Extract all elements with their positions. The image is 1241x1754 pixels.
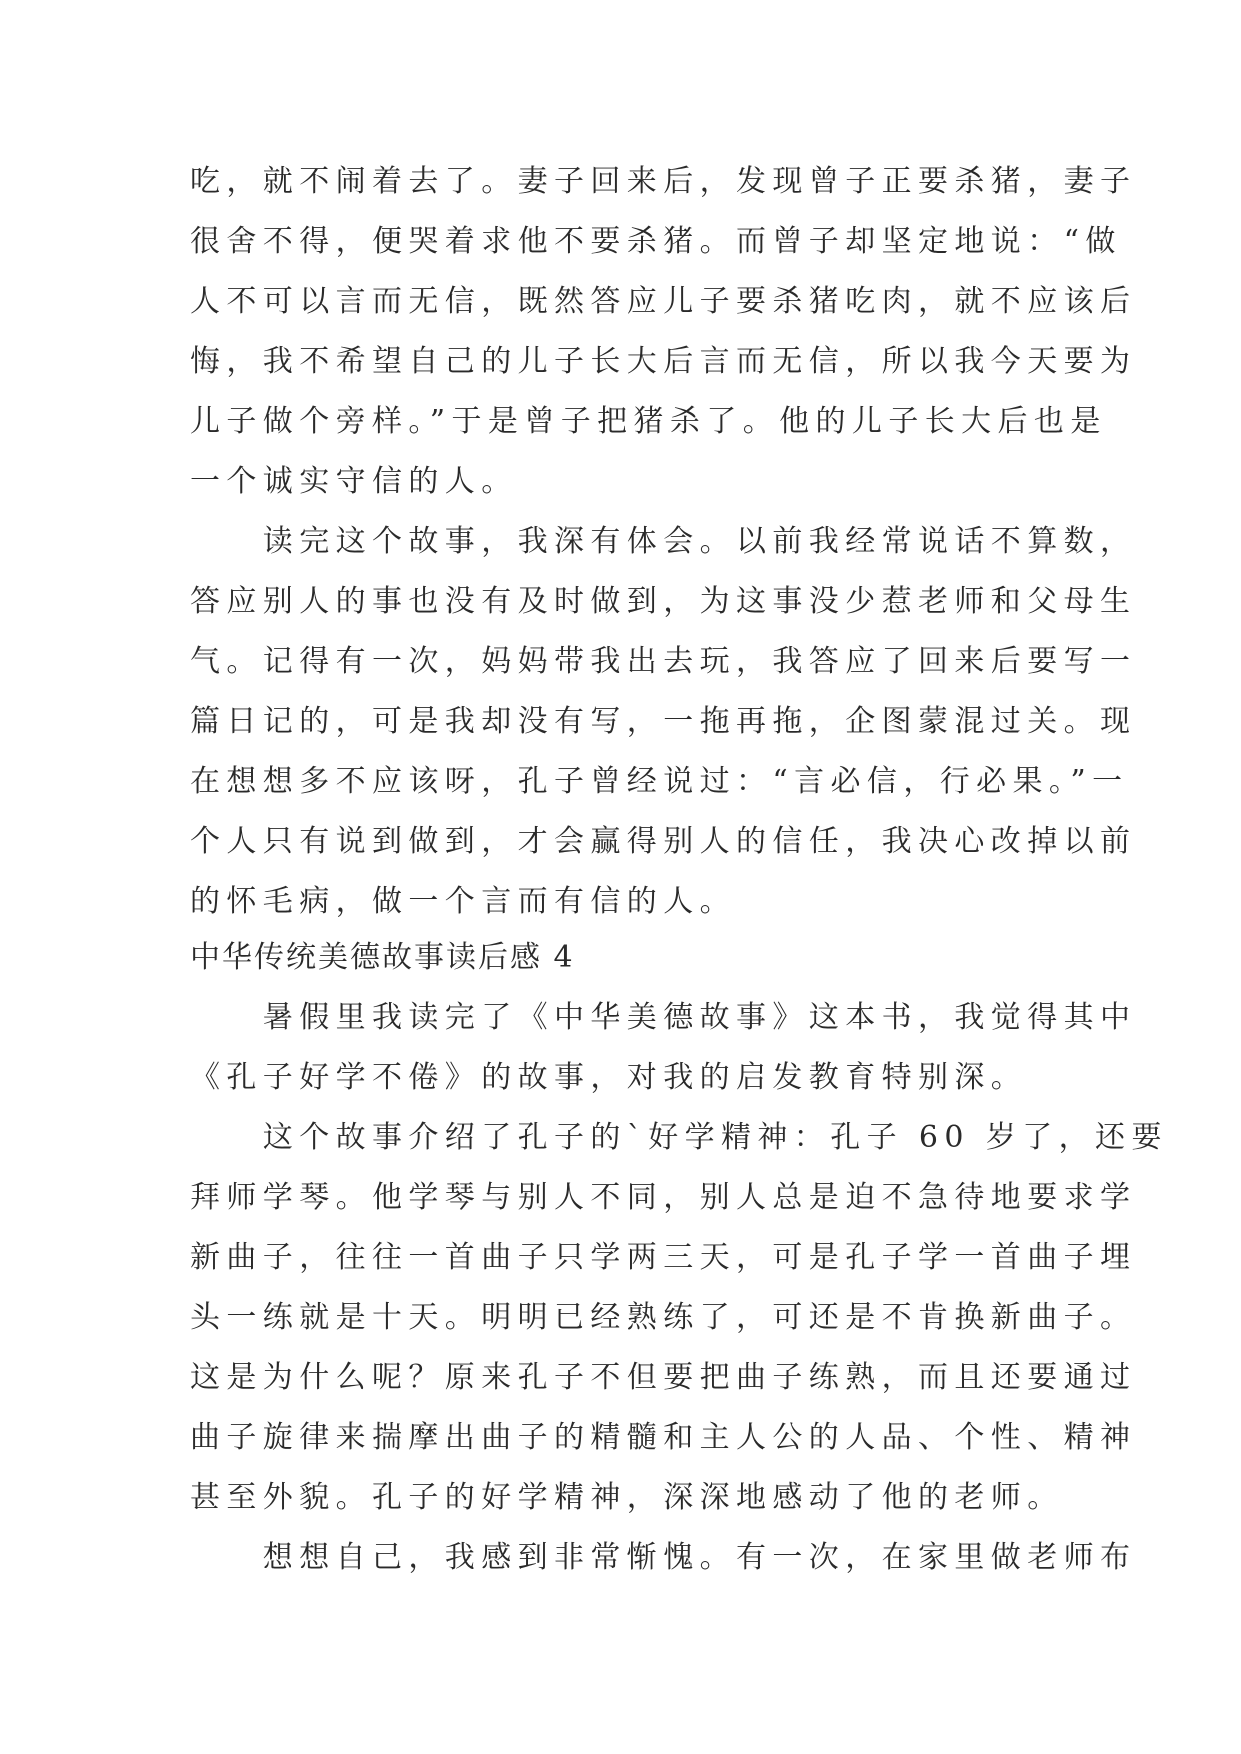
text-line: 暑假里我读完了《中华美德故事》这本书，我觉得其中 [190,1000,1137,1035]
text-line: 头一练就是十天。明明已经熟练了，可还是不肯换新曲子。 [190,1300,1137,1335]
text-line: 拜师学琴。他学琴与别人不同，别人总是迫不急待地要求学 [190,1180,1137,1215]
text-line: 读完这个故事，我深有体会。以前我经常说话不算数， [190,524,1137,559]
text-line: 篇日记的，可是我却没有写，一拖再拖，企图蒙混过关。现 [190,704,1137,739]
text-line: 悔，我不希望自己的儿子长大后言而无信，所以我今天要为 [190,344,1137,379]
text-line: 曲子旋律来揣摩出曲子的精髓和主人公的人品、个性、精神 [190,1420,1137,1455]
text-line: 想想自己，我感到非常惭愧。有一次，在家里做老师布 [190,1540,1137,1575]
text-line: 一个诚实守信的人。 [190,464,518,499]
text-line: 人不可以言而无信，既然答应儿子要杀猪吃肉，就不应该后 [190,284,1137,319]
text-line: 新曲子，往往一首曲子只学两三天，可是孔子学一首曲子埋 [190,1240,1137,1275]
text-line: 吃，就不闹着去了。妻子回来后，发现曾子正要杀猪，妻子 [190,164,1137,199]
text-line: 儿子做个旁样。”于是曾子把猪杀了。他的儿子长大后也是 [190,404,1107,439]
section-heading: 中华传统美德故事读后感 4 [190,940,575,975]
text-line: 这个故事介绍了孔子的`好学精神：孔子 60 岁了，还要 [190,1120,1168,1155]
text-line: 甚至外貌。孔子的好学精神，深深地感动了他的老师。 [190,1480,1064,1515]
text-line: 在想想多不应该呀，孔子曾经说过：“言必信，行必果。”一 [190,764,1129,799]
text-line: 很舍不得，便哭着求他不要杀猪。而曾子却坚定地说：“做 [190,224,1122,259]
text-line: 这是为什么呢？原来孔子不但要把曲子练熟，而且还要通过 [190,1360,1137,1395]
text-line: 《孔子好学不倦》的故事，对我的启发教育特别深。 [190,1060,1028,1095]
text-line: 的怀毛病，做一个言而有信的人。 [190,884,736,919]
text-line: 个人只有说到做到，才会赢得别人的信任，我决心改掉以前 [190,824,1137,859]
text-line: 答应别人的事也没有及时做到，为这事没少惹老师和父母生 [190,584,1137,619]
text-line: 气。记得有一次，妈妈带我出去玩，我答应了回来后要写一 [190,644,1137,679]
